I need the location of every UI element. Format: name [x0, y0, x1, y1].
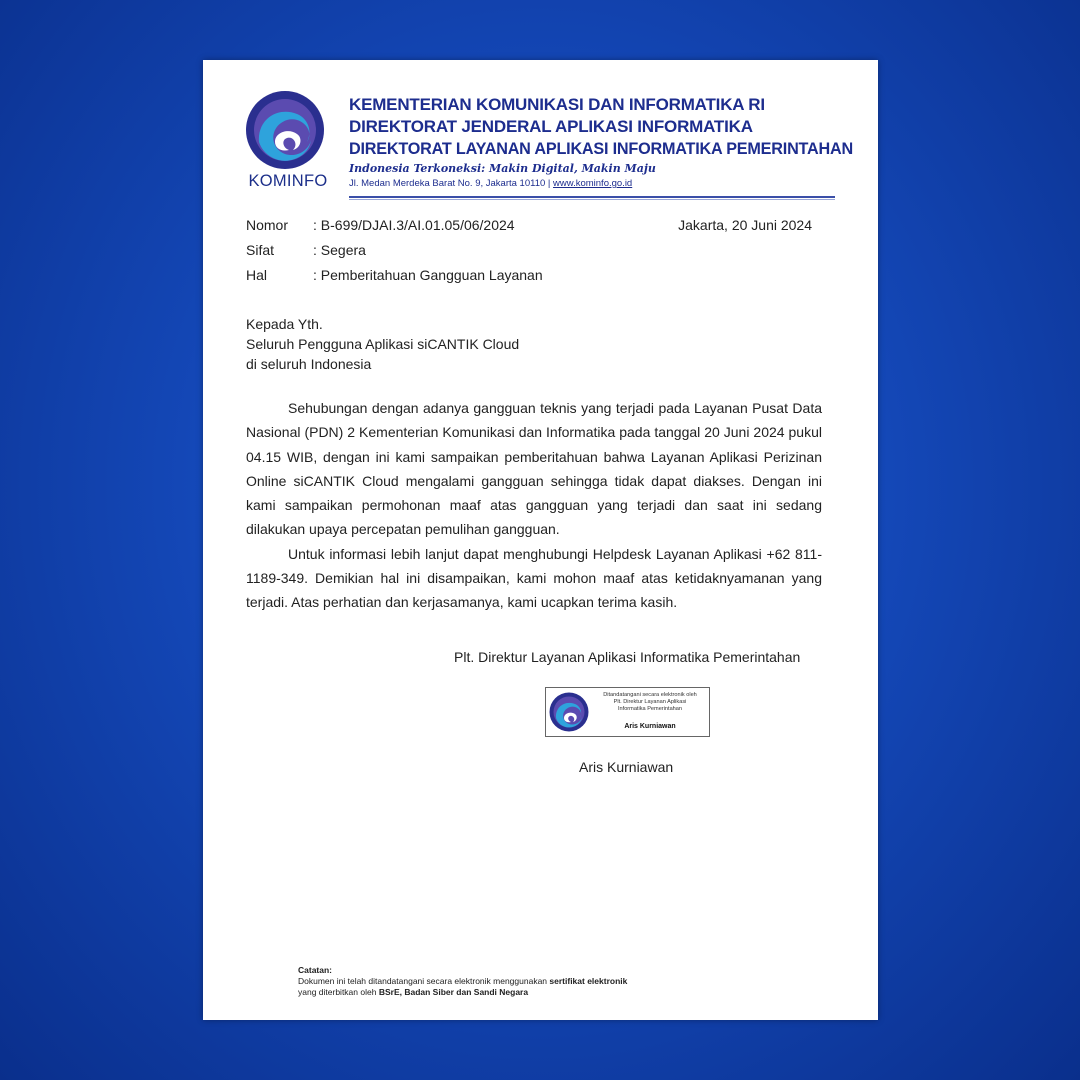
note-line-1-text: Dokumen ini telah ditandatangani secara elektronik menggunakan: [298, 976, 548, 986]
note-line-2-text: yang diterbitkan oleh: [298, 987, 377, 997]
letterhead-rule: [349, 196, 835, 198]
body-paragraph-1: Sehubungan dengan adanya gangguan teknis yang terjadi pada Layanan Pusat Data Nasional (PDN) 2 Kementerian Komunikasi dan Informatika pada tanggal 20 Juni 2024 pukul 04.15 WIB, dengan ini kami sampaikan pemberitahuan bahwa Layanan Aplikasi Perizinan Online siCANTIK Cloud mengalami gangguan sehingga tidak dapat diakses. Dengan ini kami sampaikan permohonan maaf atas gangguan yang terjadi dan saat ini sedang dilakukan upaya percepatan pemulihan gangguan.: [246, 400, 822, 538]
kominfo-emblem-icon: [245, 90, 325, 170]
letterhead-tagline: Indonesia Terkoneksi: Makin Digital, Makin Maju: [349, 162, 656, 175]
letterhead-website: www.kominfo.go.id: [553, 178, 633, 189]
sifat-label: Sifat: [246, 242, 275, 258]
address-separator: |: [547, 178, 551, 189]
kominfo-emblem-small-icon: [549, 692, 589, 732]
letter-date: Jakarta, 20 Juni 2024: [678, 217, 812, 233]
ministry-name: KEMENTERIAN KOMUNIKASI DAN INFORMATIKA RI: [349, 95, 765, 114]
esign-line-3: Informatika Pemerintahan: [617, 706, 683, 712]
nomor-value: : B-699/DJAI.3/AI.01.05/06/2024: [313, 217, 515, 233]
electronic-signature-box: [545, 687, 710, 737]
sifat-value: : Segera: [313, 242, 366, 258]
hal-label: Hal: [246, 267, 268, 283]
esign-line-2: Plt. Direktur Layanan Aplikasi: [613, 699, 687, 705]
letter-meta: [246, 216, 543, 291]
recipient-name: Seluruh Pengguna Aplikasi siCANTIK Cloud: [246, 336, 520, 352]
meta-sifat: [246, 241, 543, 266]
footer-note: [298, 965, 627, 998]
logo-wordmark: KOMINFO: [248, 172, 328, 190]
body-paragraph-2: Untuk informasi lebih lanjut dapat menghubungi Helpdesk Layanan Aplikasi +62 811-1189-349. Demikian hal ini disampaikan, kami mohon maaf atas ketidaknyamanan yang terjadi. Atas perhatian dan kerjasamanya, kami ucapkan terima kasih.: [246, 545, 822, 611]
letterhead-address: Jl. Medan Merdeka Barat No. 9, Jakarta 10110: [349, 178, 546, 189]
letterhead-address-line: [349, 177, 849, 190]
meta-hal: [246, 266, 543, 291]
signer-name: Aris Kurniawan: [579, 759, 674, 775]
recipient-block: [246, 314, 519, 374]
recipient-location: di seluruh Indonesia: [246, 356, 372, 372]
note-line-1-bold: sertifikat elektronik: [549, 976, 628, 986]
letterhead-text: [349, 94, 854, 190]
note-line-2-bold: BSrE, Badan Siber dan Sandi Negara: [378, 987, 529, 997]
letterhead-rule-thin: [349, 199, 835, 200]
note-title: Catatan:: [298, 965, 333, 975]
letter-body: [246, 396, 822, 615]
note-line-1: [298, 976, 627, 987]
hal-value: : Pemberitahuan Gangguan Layanan: [313, 267, 543, 283]
meta-nomor: [246, 216, 543, 241]
signer-title: Plt. Direktur Layanan Aplikasi Informatika Pemerintahan: [454, 649, 801, 665]
esign-line-1: Ditandatangani secara elektronik oleh: [603, 692, 697, 698]
directorate-name: DIREKTORAT LAYANAN APLIKASI INFORMATIKA PEMERINTAHAN: [349, 140, 854, 158]
esign-caption: [594, 692, 706, 713]
recipient-salutation: Kepada Yth.: [246, 316, 323, 332]
kominfo-logo: [241, 90, 331, 190]
note-line-2: [298, 987, 627, 998]
nomor-label: Nomor: [246, 217, 289, 233]
esign-name: Aris Kurniawan: [624, 723, 676, 730]
letter-page: [203, 60, 878, 1020]
directorate-general-name: DIREKTORAT JENDERAL APLIKASI INFORMATIKA: [349, 117, 753, 136]
